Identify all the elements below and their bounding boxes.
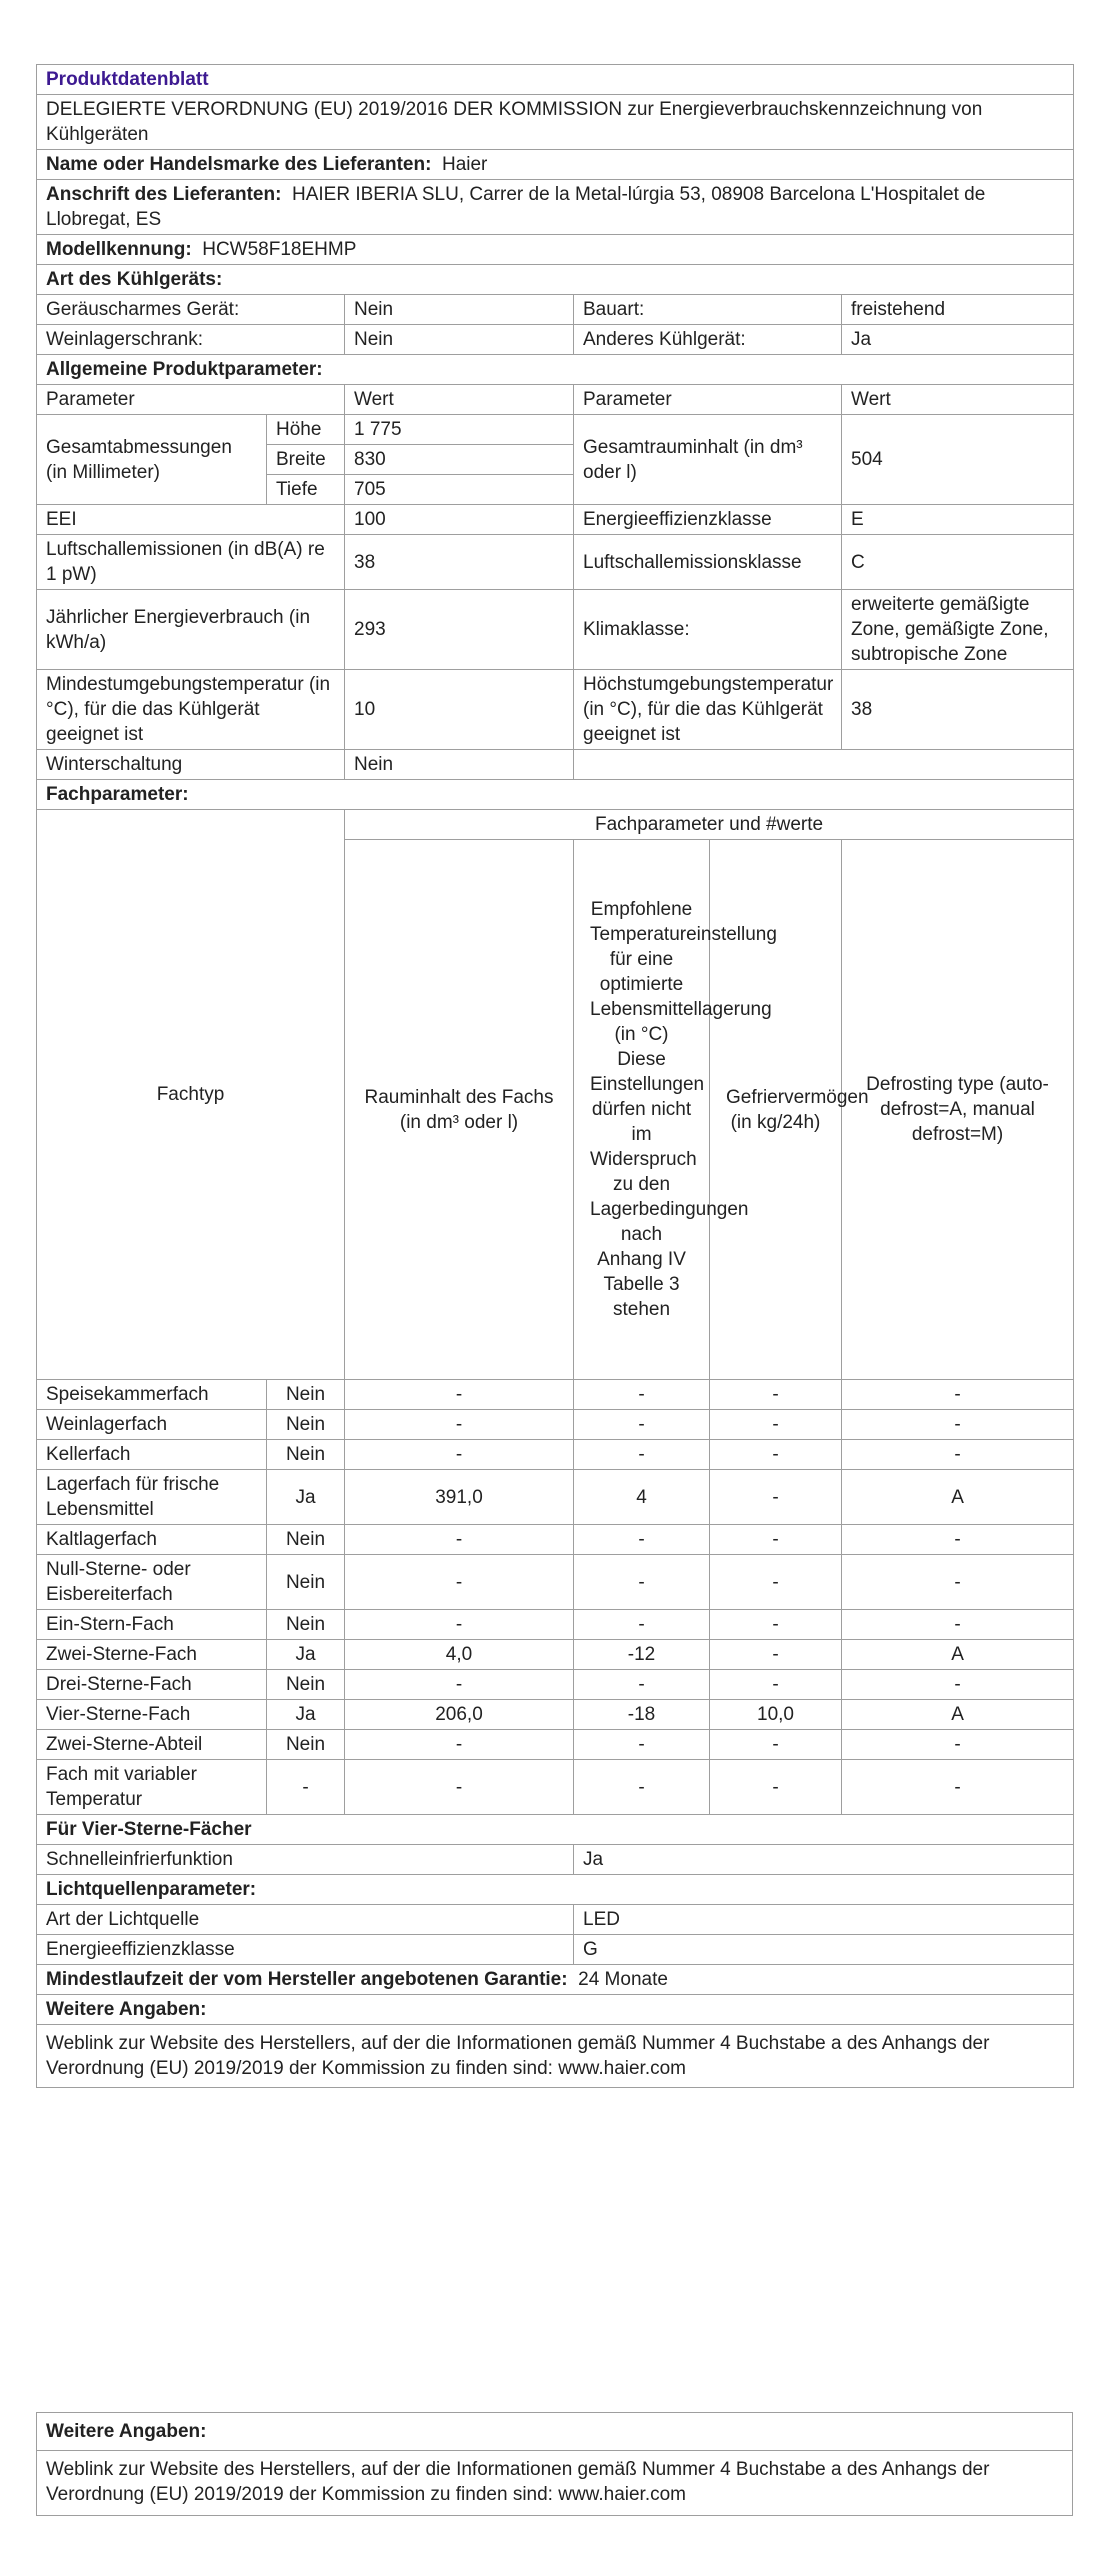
warranty-label: Mindestlaufzeit der vom Hersteller angebotenen Garantie: <box>46 1969 568 1990</box>
compartment-volume: 391,0 <box>345 1470 574 1525</box>
param-value: 38 <box>345 535 574 590</box>
height-value: 1 775 <box>345 415 574 445</box>
compartment-row <box>37 1440 1074 1470</box>
param-value: 10 <box>345 670 574 750</box>
compartment-volume: - <box>345 1525 574 1555</box>
compartment-present: Nein <box>267 1410 345 1440</box>
compartment-parameters-heading: Fachparameter: <box>37 780 1074 810</box>
compartment-defrost-type: A <box>842 1700 1074 1730</box>
param-label: Luftschallemissionen (in dB(A) re 1 pW) <box>37 535 345 590</box>
general-row <box>37 670 1074 750</box>
compartment-defrost-type: - <box>842 1525 1074 1555</box>
compartment-volume: - <box>345 1410 574 1440</box>
type-value: Nein <box>345 325 574 355</box>
type-label: Geräuscharmes Gerät: <box>37 295 345 325</box>
regulation-text: DELEGIERTE VERORDNUNG (EU) 2019/2016 DER KOMMISSION zur Energieverbrauchskennzeichnung von Kühlgeräten <box>37 95 1074 150</box>
compartment-temperature: - <box>574 1555 710 1610</box>
compartment-volume: - <box>345 1610 574 1640</box>
further-info-heading: Weitere Angaben: <box>37 1995 1074 2025</box>
param-value: C <box>842 535 1074 590</box>
section-heading-row <box>37 780 1074 810</box>
supplier-name-label: Name oder Handelsmarke des Lieferanten: <box>46 154 432 175</box>
light-label: Energieeffizienzklasse <box>37 1935 574 1965</box>
compartment-present: Nein <box>267 1610 345 1640</box>
compartment-freezing-capacity: - <box>710 1470 842 1525</box>
compartment-name: Ein-Stern-Fach <box>37 1610 267 1640</box>
further-info-row <box>37 2451 1073 2516</box>
compartment-temperature: -12 <box>574 1640 710 1670</box>
param-value: E <box>842 505 1074 535</box>
compartment-freezing-capacity: - <box>710 1440 842 1470</box>
compartment-volume: - <box>345 1670 574 1700</box>
section-heading-row <box>37 355 1074 385</box>
compartment-rows <box>37 1380 1074 1815</box>
compartment-freezing-capacity: - <box>710 1730 842 1760</box>
supplier-name-row <box>37 150 1074 180</box>
param-value: 100 <box>345 505 574 535</box>
compartment-temperature: - <box>574 1410 710 1440</box>
compartment-freezing-capacity: - <box>710 1610 842 1640</box>
quick-freeze-row <box>37 1845 1074 1875</box>
compartment-present: Ja <box>267 1470 345 1525</box>
model-row <box>37 235 1074 265</box>
supplier-name-cell <box>37 150 1074 180</box>
compartment-name: Weinlagerfach <box>37 1410 267 1440</box>
type-value: freistehend <box>842 295 1074 325</box>
param-label: Jährlicher Energieverbrauch (in kWh/a) <box>37 590 345 670</box>
compartment-freezing-capacity: - <box>710 1640 842 1670</box>
warranty-value: 24 Monate <box>578 1969 668 1990</box>
compartment-volume: - <box>345 1730 574 1760</box>
general-parameters-heading: Allgemeine Produktparameter: <box>37 355 1074 385</box>
compartment-row <box>37 1730 1074 1760</box>
compartment-defrost-type: A <box>842 1640 1074 1670</box>
compartment-row <box>37 1380 1074 1410</box>
param-label: Mindestumgebungstemperatur (in °C), für die das Kühlgerät geeignet ist <box>37 670 345 750</box>
parameter-header: Parameter <box>574 385 842 415</box>
section-heading-row <box>37 1995 1074 2025</box>
type-label: Weinlagerschrank: <box>37 325 345 355</box>
compartment-temperature: - <box>574 1760 710 1815</box>
compartment-name: Null-Sterne- oder Eisbereiterfach <box>37 1555 267 1610</box>
light-value: G <box>574 1935 1074 1965</box>
supplier-address-label: Anschrift des Lieferanten: <box>46 184 282 205</box>
param-value: erweiterte gemäßigte Zone, gemäßigte Zone, subtropische Zone <box>842 590 1074 670</box>
compartment-name: Zwei-Sterne-Fach <box>37 1640 267 1670</box>
type-label: Anderes Kühlgerät: <box>574 325 842 355</box>
compartment-row <box>37 1525 1074 1555</box>
height-label: Höhe <box>267 415 345 445</box>
compartment-present: Nein <box>267 1670 345 1700</box>
compartment-freezing-capacity: - <box>710 1525 842 1555</box>
compartment-name: Fach mit variabler Temperatur <box>37 1760 267 1815</box>
compartment-row <box>37 1640 1074 1670</box>
dimension-row <box>37 415 1074 445</box>
light-value: LED <box>574 1905 1074 1935</box>
depth-value: 705 <box>345 475 574 505</box>
compartment-volume: 4,0 <box>345 1640 574 1670</box>
warranty-row <box>37 1965 1074 1995</box>
compartment-present: Nein <box>267 1730 345 1760</box>
regulation-row <box>37 95 1074 150</box>
light-row <box>37 1935 1074 1965</box>
compartment-defrost-type: - <box>842 1670 1074 1700</box>
total-volume-value: 504 <box>842 415 1074 505</box>
compartment-name: Vier-Sterne-Fach <box>37 1700 267 1730</box>
general-row <box>37 535 1074 590</box>
compartment-defrost-type: A <box>842 1470 1074 1525</box>
further-info-heading-2: Weitere Angaben: <box>37 2413 1073 2451</box>
param-label: Klimaklasse: <box>574 590 842 670</box>
compartment-temperature: - <box>574 1440 710 1470</box>
further-info-box <box>36 2412 1073 2516</box>
compartment-freezing-capacity: - <box>710 1555 842 1610</box>
section-heading-row <box>37 1875 1074 1905</box>
four-star-heading: Für Vier-Sterne-Fächer <box>37 1815 1074 1845</box>
compartment-row <box>37 1610 1074 1640</box>
temperature-header: Empfohlene Temperatureinstellung für eine optimierte Lebensmittellagerung (in °C) Diese Einstellungen dürfen nicht im Widerspruch zu den Lagerbedingungen nach Anhang IV Tabelle 3 stehen <box>574 840 710 1380</box>
compartment-temperature: - <box>574 1525 710 1555</box>
compartment-name: Drei-Sterne-Fach <box>37 1670 267 1700</box>
data-sheet-table <box>36 64 1074 2088</box>
compartment-present: Nein <box>267 1380 345 1410</box>
general-row <box>37 505 1074 535</box>
further-info-row <box>37 2025 1074 2088</box>
compartment-present: Nein <box>267 1525 345 1555</box>
param-label: Energieeffizienzklasse <box>574 505 842 535</box>
model-value: HCW58F18EHMP <box>202 239 357 260</box>
compartment-defrost-type: - <box>842 1730 1074 1760</box>
compartment-present: Nein <box>267 1555 345 1610</box>
compartment-row <box>37 1700 1074 1730</box>
compartment-group-header-row <box>37 810 1074 840</box>
depth-label: Tiefe <box>267 475 345 505</box>
compartment-temperature: 4 <box>574 1470 710 1525</box>
param-value: 293 <box>345 590 574 670</box>
compartment-row <box>37 1470 1074 1525</box>
light-source-heading: Lichtquellenparameter: <box>37 1875 1074 1905</box>
type-label: Bauart: <box>574 295 842 325</box>
compartment-volume: - <box>345 1440 574 1470</box>
width-label: Breite <box>267 445 345 475</box>
parameter-header: Parameter <box>37 385 345 415</box>
compartment-freezing-capacity: 10,0 <box>710 1700 842 1730</box>
product-data-sheet <box>36 64 1073 2088</box>
freezing-capacity-header: Gefriervermögen (in kg/24h) <box>710 840 842 1380</box>
supplier-address-value: HAIER IBERIA SLU, Carrer de la Metal-lúrgia 53, 08908 Barcelona L'Hospitalet de Llobregat, ES <box>46 184 986 230</box>
compartment-defrost-type: - <box>842 1555 1074 1610</box>
supplier-name-value: Haier <box>441 154 488 175</box>
further-info-text-2: Weblink zur Website des Herstellers, auf der die Informationen gemäß Nummer 4 Buchstabe a des Anhangs der Verordnung (EU) 2019/2019 der Kommission zu finden sind: www.haier.com <box>37 2451 1073 2516</box>
compartment-volume: 206,0 <box>345 1700 574 1730</box>
further-info-text: Weblink zur Website des Herstellers, auf der die Informationen gemäß Nummer 4 Buchstabe a des Anhangs der Verordnung (EU) 2019/2019 der Kommission zu finden sind: www.haier.com <box>37 2025 1074 2088</box>
volume-header: Rauminhalt des Fachs (in dm³ oder l) <box>345 840 574 1380</box>
compartment-volume: - <box>345 1760 574 1815</box>
winter-label: Winterschaltung <box>37 750 345 780</box>
compartment-defrost-type: - <box>842 1380 1074 1410</box>
model-label: Modellkennung: <box>46 239 192 260</box>
type-value: Ja <box>842 325 1074 355</box>
defrost-type-header: Defrosting type (auto-defrost=A, manual defrost=M) <box>842 840 1074 1380</box>
compartment-volume: - <box>345 1555 574 1610</box>
compartment-values-group-header: Fachparameter und #werte <box>345 810 1074 840</box>
light-row <box>37 1905 1074 1935</box>
compartment-row <box>37 1410 1074 1440</box>
value-header: Wert <box>345 385 574 415</box>
param-value: 38 <box>842 670 1074 750</box>
param-label: Luftschallemissionsklasse <box>574 535 842 590</box>
quick-freeze-value: Ja <box>574 1845 1074 1875</box>
compartment-freezing-capacity: - <box>710 1380 842 1410</box>
warranty-cell <box>37 1965 1074 1995</box>
compartment-name: Kellerfach <box>37 1440 267 1470</box>
total-volume-label: Gesamtrauminhalt (in dm³ oder l) <box>574 415 842 505</box>
compartment-temperature: - <box>574 1670 710 1700</box>
compartment-row <box>37 1555 1074 1610</box>
section-heading-row <box>37 1815 1074 1845</box>
further-info-table <box>36 2412 1073 2516</box>
compartment-freezing-capacity: - <box>710 1760 842 1815</box>
width-value: 830 <box>345 445 574 475</box>
compartment-name: Lagerfach für frische Lebensmittel <box>37 1470 267 1525</box>
compartment-present: Ja <box>267 1700 345 1730</box>
dimensions-label: Gesamtabmessungen (in Millimeter) <box>37 415 267 505</box>
compartment-present: Nein <box>267 1440 345 1470</box>
general-row <box>37 590 1074 670</box>
section-heading-row <box>37 2413 1073 2451</box>
compartment-freezing-capacity: - <box>710 1410 842 1440</box>
compartment-present: - <box>267 1760 345 1815</box>
param-label: EEI <box>37 505 345 535</box>
compartment-name: Kaltlagerfach <box>37 1525 267 1555</box>
compartment-defrost-type: - <box>842 1440 1074 1470</box>
compartment-temperature: - <box>574 1610 710 1640</box>
winter-row <box>37 750 1074 780</box>
compartment-defrost-type: - <box>842 1410 1074 1440</box>
general-header-row <box>37 385 1074 415</box>
compartment-name: Speisekammerfach <box>37 1380 267 1410</box>
value-header: Wert <box>842 385 1074 415</box>
compartment-temperature: -18 <box>574 1700 710 1730</box>
compartment-name: Zwei-Sterne-Abteil <box>37 1730 267 1760</box>
type-row <box>37 295 1074 325</box>
type-value: Nein <box>345 295 574 325</box>
title-row <box>37 65 1074 95</box>
light-label: Art der Lichtquelle <box>37 1905 574 1935</box>
model-cell <box>37 235 1074 265</box>
page-title: Produktdatenblatt <box>37 65 1074 95</box>
compartment-row <box>37 1760 1074 1815</box>
appliance-type-heading: Art des Kühlgeräts: <box>37 265 1074 295</box>
compartment-freezing-capacity: - <box>710 1670 842 1700</box>
winter-value: Nein <box>345 750 574 780</box>
compartment-volume: - <box>345 1380 574 1410</box>
param-label: Höchstumgebungstemperatur (in °C), für die das Kühlgerät geeignet ist <box>574 670 842 750</box>
section-heading-row <box>37 265 1074 295</box>
quick-freeze-label: Schnelleinfrierfunktion <box>37 1845 574 1875</box>
compartment-temperature: - <box>574 1730 710 1760</box>
compartment-defrost-type: - <box>842 1610 1074 1640</box>
compartment-defrost-type: - <box>842 1760 1074 1815</box>
type-row <box>37 325 1074 355</box>
compartment-type-header: Fachtyp <box>37 810 345 1380</box>
supplier-address-cell <box>37 180 1074 235</box>
compartment-present: Ja <box>267 1640 345 1670</box>
compartment-row <box>37 1670 1074 1700</box>
supplier-address-row <box>37 180 1074 235</box>
empty-cell <box>574 750 1074 780</box>
compartment-temperature: - <box>574 1380 710 1410</box>
